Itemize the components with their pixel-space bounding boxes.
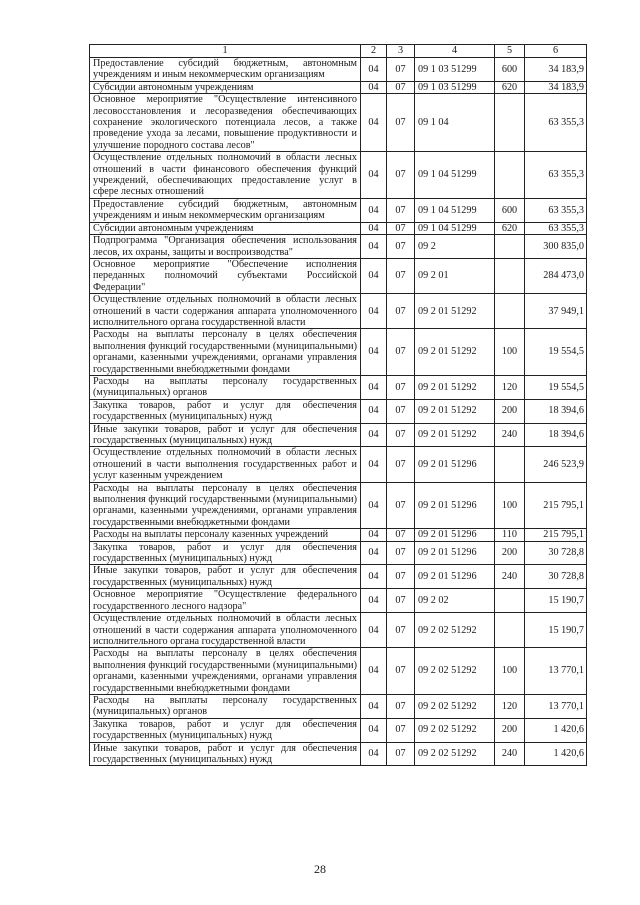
table-row xyxy=(90,589,587,613)
header-col-6: 6 xyxy=(525,45,587,58)
row-subsection-cell: 07 xyxy=(387,375,415,399)
row-amount-cell: 300 835,0 xyxy=(525,235,587,259)
row-subsection-cell: 07 xyxy=(387,94,415,152)
table-row xyxy=(90,648,587,695)
row-target-article-cell: 09 2 01 51296 xyxy=(415,482,495,529)
row-section-cell: 04 xyxy=(361,648,387,695)
row-name-cell: Расходы на выплаты персоналу государственных (муниципальных) органов xyxy=(90,375,361,399)
row-subsection-cell: 07 xyxy=(387,541,415,565)
header-col-5: 5 xyxy=(495,45,525,58)
row-section-cell: 04 xyxy=(361,198,387,222)
row-amount-cell: 19 554,5 xyxy=(525,375,587,399)
row-expense-type-cell xyxy=(495,258,525,293)
table-row xyxy=(90,222,587,234)
row-section-cell: 04 xyxy=(361,718,387,742)
row-amount-cell: 63 355,3 xyxy=(525,152,587,199)
row-target-article-cell: 09 1 03 51299 xyxy=(415,81,495,93)
row-target-article-cell: 09 2 01 51296 xyxy=(415,541,495,565)
row-name-cell: Осуществление отдельных полномочий в области лесных отношений в части выполнения государственных работ и услуг казенным учреждением xyxy=(90,447,361,482)
table-row xyxy=(90,375,587,399)
row-subsection-cell: 07 xyxy=(387,222,415,234)
row-amount-cell: 34 183,9 xyxy=(525,81,587,93)
row-expense-type-cell xyxy=(495,294,525,329)
row-target-article-cell: 09 2 xyxy=(415,235,495,259)
row-target-article-cell: 09 2 01 51292 xyxy=(415,375,495,399)
row-expense-type-cell: 100 xyxy=(495,482,525,529)
row-expense-type-cell: 120 xyxy=(495,694,525,718)
table-row xyxy=(90,694,587,718)
table-row xyxy=(90,235,587,259)
table-row xyxy=(90,529,587,541)
row-subsection-cell: 07 xyxy=(387,742,415,766)
row-subsection-cell: 07 xyxy=(387,198,415,222)
row-section-cell: 04 xyxy=(361,447,387,482)
table-row xyxy=(90,541,587,565)
row-name-cell: Основное мероприятие "Обеспечение исполнения переданных полномочий субъектами Российской Федерации" xyxy=(90,258,361,293)
row-name-cell: Осуществление отдельных полномочий в области лесных отношений в части финансового обеспечения функций учреждений, обеспечивающих предоставление услуг в сфере лесных отношений xyxy=(90,152,361,199)
row-expense-type-cell: 100 xyxy=(495,329,525,376)
row-amount-cell: 30 728,8 xyxy=(525,565,587,589)
row-target-article-cell: 09 1 04 51299 xyxy=(415,222,495,234)
row-name-cell: Расходы на выплаты персоналу государственных (муниципальных) органов xyxy=(90,694,361,718)
row-expense-type-cell xyxy=(495,152,525,199)
table-row xyxy=(90,482,587,529)
row-name-cell: Иные закупки товаров, работ и услуг для обеспечения государственных (муниципальных) нужд xyxy=(90,742,361,766)
row-name-cell: Расходы на выплаты персоналу в целях обеспечения выполнения функций государственными (муниципальными) органами, казенными учреждениями, органами управления государственными внебюджетными фондами xyxy=(90,648,361,695)
row-target-article-cell: 09 2 02 51292 xyxy=(415,694,495,718)
row-amount-cell: 215 795,1 xyxy=(525,482,587,529)
row-target-article-cell: 09 2 02 51292 xyxy=(415,648,495,695)
row-amount-cell: 19 554,5 xyxy=(525,329,587,376)
row-subsection-cell: 07 xyxy=(387,648,415,695)
row-amount-cell: 215 795,1 xyxy=(525,529,587,541)
row-subsection-cell: 07 xyxy=(387,235,415,259)
table-row xyxy=(90,565,587,589)
table-row xyxy=(90,94,587,152)
row-amount-cell: 1 420,6 xyxy=(525,718,587,742)
row-amount-cell: 18 394,6 xyxy=(525,399,587,423)
row-section-cell: 04 xyxy=(361,613,387,648)
row-expense-type-cell: 240 xyxy=(495,565,525,589)
table-row xyxy=(90,329,587,376)
row-name-cell: Подпрограмма "Организация обеспечения использования лесов, их охраны, защиты и воспроизводства" xyxy=(90,235,361,259)
row-section-cell: 04 xyxy=(361,565,387,589)
row-name-cell: Осуществление отдельных полномочий в области лесных отношений в части содержания аппарата уполномоченного исполнительного органа государственной власти xyxy=(90,613,361,648)
row-target-article-cell: 09 2 02 51292 xyxy=(415,718,495,742)
table-row xyxy=(90,198,587,222)
row-subsection-cell: 07 xyxy=(387,399,415,423)
header-col-1: 1 xyxy=(90,45,361,58)
table-row xyxy=(90,258,587,293)
row-expense-type-cell: 240 xyxy=(495,423,525,447)
row-target-article-cell: 09 2 02 xyxy=(415,589,495,613)
header-col-3: 3 xyxy=(387,45,415,58)
page-number: 28 xyxy=(314,862,326,876)
row-expense-type-cell: 100 xyxy=(495,648,525,695)
row-name-cell: Предоставление субсидий бюджетным, автономным учреждениям и иным некоммерческим организациям xyxy=(90,198,361,222)
table-header-row xyxy=(90,45,587,58)
row-subsection-cell: 07 xyxy=(387,694,415,718)
row-section-cell: 04 xyxy=(361,294,387,329)
row-section-cell: 04 xyxy=(361,589,387,613)
row-name-cell: Иные закупки товаров, работ и услуг для обеспечения государственных (муниципальных) нужд xyxy=(90,565,361,589)
row-name-cell: Предоставление субсидий бюджетным, автономным учреждениям и иным некоммерческим организациям xyxy=(90,58,361,82)
row-amount-cell: 34 183,9 xyxy=(525,58,587,82)
row-amount-cell: 37 949,1 xyxy=(525,294,587,329)
row-name-cell: Осуществление отдельных полномочий в области лесных отношений в части содержания аппарата уполномоченного исполнительного органа государственной власти xyxy=(90,294,361,329)
row-target-article-cell: 09 2 01 51292 xyxy=(415,399,495,423)
row-section-cell: 04 xyxy=(361,423,387,447)
row-expense-type-cell: 110 xyxy=(495,529,525,541)
row-target-article-cell: 09 2 01 51296 xyxy=(415,529,495,541)
row-target-article-cell: 09 2 02 51292 xyxy=(415,742,495,766)
table-row xyxy=(90,294,587,329)
row-amount-cell: 63 355,3 xyxy=(525,222,587,234)
table-row xyxy=(90,613,587,648)
row-section-cell: 04 xyxy=(361,152,387,199)
row-expense-type-cell xyxy=(495,235,525,259)
row-section-cell: 04 xyxy=(361,482,387,529)
row-amount-cell: 63 355,3 xyxy=(525,198,587,222)
row-name-cell: Иные закупки товаров, работ и услуг для обеспечения государственных (муниципальных) нужд xyxy=(90,423,361,447)
row-target-article-cell: 09 2 01 51292 xyxy=(415,329,495,376)
table-row xyxy=(90,718,587,742)
row-section-cell: 04 xyxy=(361,258,387,293)
row-amount-cell: 30 728,8 xyxy=(525,541,587,565)
row-subsection-cell: 07 xyxy=(387,613,415,648)
row-name-cell: Расходы на выплаты персоналу казенных учреждений xyxy=(90,529,361,541)
row-section-cell: 04 xyxy=(361,399,387,423)
row-section-cell: 04 xyxy=(361,235,387,259)
row-section-cell: 04 xyxy=(361,541,387,565)
row-subsection-cell: 07 xyxy=(387,529,415,541)
row-expense-type-cell xyxy=(495,447,525,482)
table-row xyxy=(90,399,587,423)
row-expense-type-cell xyxy=(495,94,525,152)
row-target-article-cell: 09 2 01 51296 xyxy=(415,565,495,589)
row-section-cell: 04 xyxy=(361,58,387,82)
row-expense-type-cell: 600 xyxy=(495,198,525,222)
row-subsection-cell: 07 xyxy=(387,294,415,329)
row-expense-type-cell: 240 xyxy=(495,742,525,766)
row-section-cell: 04 xyxy=(361,742,387,766)
row-section-cell: 04 xyxy=(361,375,387,399)
table-row xyxy=(90,742,587,766)
row-section-cell: 04 xyxy=(361,94,387,152)
row-expense-type-cell xyxy=(495,613,525,648)
row-target-article-cell: 09 1 04 xyxy=(415,94,495,152)
row-subsection-cell: 07 xyxy=(387,329,415,376)
table-row xyxy=(90,152,587,199)
row-name-cell: Закупка товаров, работ и услуг для обеспечения государственных (муниципальных) нужд xyxy=(90,541,361,565)
row-name-cell: Закупка товаров, работ и услуг для обеспечения государственных (муниципальных) нужд xyxy=(90,399,361,423)
row-expense-type-cell: 600 xyxy=(495,58,525,82)
row-target-article-cell: 09 2 01 xyxy=(415,258,495,293)
row-expense-type-cell: 200 xyxy=(495,399,525,423)
row-target-article-cell: 09 1 04 51299 xyxy=(415,152,495,199)
row-subsection-cell: 07 xyxy=(387,81,415,93)
row-amount-cell: 15 190,7 xyxy=(525,589,587,613)
row-expense-type-cell: 620 xyxy=(495,222,525,234)
row-amount-cell: 1 420,6 xyxy=(525,742,587,766)
row-name-cell: Расходы на выплаты персоналу в целях обеспечения выполнения функций государственными (муниципальными) органами, казенными учреждениями, органами управления государственными внебюджетными фондами xyxy=(90,482,361,529)
table-row xyxy=(90,447,587,482)
budget-table xyxy=(89,44,587,766)
row-name-cell: Субсидии автономным учреждениям xyxy=(90,222,361,234)
row-name-cell: Основное мероприятие "Осуществление федерального государственного лесного надзора" xyxy=(90,589,361,613)
row-section-cell: 04 xyxy=(361,329,387,376)
row-target-article-cell: 09 1 04 51299 xyxy=(415,198,495,222)
row-section-cell: 04 xyxy=(361,222,387,234)
row-subsection-cell: 07 xyxy=(387,258,415,293)
row-target-article-cell: 09 2 01 51292 xyxy=(415,294,495,329)
row-amount-cell: 15 190,7 xyxy=(525,613,587,648)
row-expense-type-cell: 120 xyxy=(495,375,525,399)
table-row xyxy=(90,58,587,82)
row-subsection-cell: 07 xyxy=(387,447,415,482)
row-expense-type-cell: 200 xyxy=(495,718,525,742)
row-section-cell: 04 xyxy=(361,694,387,718)
row-subsection-cell: 07 xyxy=(387,482,415,529)
header-col-4: 4 xyxy=(415,45,495,58)
row-amount-cell: 246 523,9 xyxy=(525,447,587,482)
row-section-cell: 04 xyxy=(361,81,387,93)
row-name-cell: Основное мероприятие "Осуществление интенсивного лесовосстановления и лесоразведения обеспечивающих сохранение экологического потенциала лесов, а также проведение ухода за лесами, повышение продуктивности и улучшение породного состава лесов" xyxy=(90,94,361,152)
row-amount-cell: 284 473,0 xyxy=(525,258,587,293)
row-amount-cell: 63 355,3 xyxy=(525,94,587,152)
row-section-cell: 04 xyxy=(361,529,387,541)
row-subsection-cell: 07 xyxy=(387,565,415,589)
row-subsection-cell: 07 xyxy=(387,58,415,82)
table-row xyxy=(90,423,587,447)
budget-table-sheet xyxy=(89,44,586,766)
row-subsection-cell: 07 xyxy=(387,423,415,447)
row-target-article-cell: 09 1 03 51299 xyxy=(415,58,495,82)
row-expense-type-cell: 200 xyxy=(495,541,525,565)
row-target-article-cell: 09 2 01 51296 xyxy=(415,447,495,482)
row-amount-cell: 18 394,6 xyxy=(525,423,587,447)
row-name-cell: Закупка товаров, работ и услуг для обеспечения государственных (муниципальных) нужд xyxy=(90,718,361,742)
row-amount-cell: 13 770,1 xyxy=(525,648,587,695)
row-target-article-cell: 09 2 01 51292 xyxy=(415,423,495,447)
row-subsection-cell: 07 xyxy=(387,589,415,613)
header-col-2: 2 xyxy=(361,45,387,58)
row-expense-type-cell xyxy=(495,589,525,613)
row-name-cell: Расходы на выплаты персоналу в целях обеспечения выполнения функций государственными (муниципальными) органами, казенными учреждениями, органами управления государственными внебюджетными фондами xyxy=(90,329,361,376)
row-target-article-cell: 09 2 02 51292 xyxy=(415,613,495,648)
row-expense-type-cell: 620 xyxy=(495,81,525,93)
row-subsection-cell: 07 xyxy=(387,718,415,742)
row-subsection-cell: 07 xyxy=(387,152,415,199)
row-amount-cell: 13 770,1 xyxy=(525,694,587,718)
table-row xyxy=(90,81,587,93)
row-name-cell: Субсидии автономным учреждениям xyxy=(90,81,361,93)
